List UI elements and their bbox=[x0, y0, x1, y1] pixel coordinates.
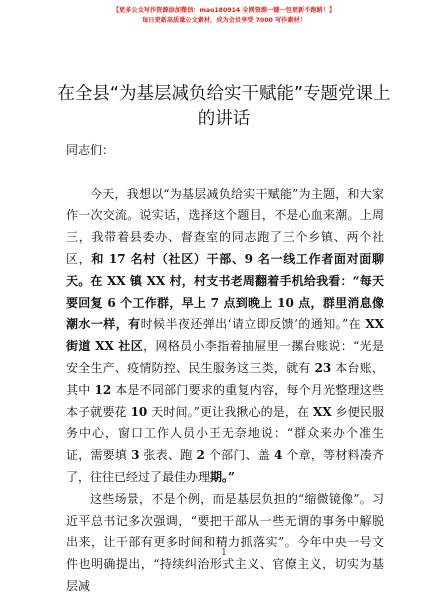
document-title-line-1: 在全县“为基层减负给实干赋能”专题党课上 bbox=[57, 84, 391, 104]
text-run: 2 bbox=[196, 448, 205, 463]
promo-banner bbox=[0, 6, 448, 26]
text-run: 乡便民服务中心，窗口工作人员小王无奈地说：“群众来办个准生证，需要填 bbox=[66, 404, 384, 463]
text-run: 时候半夜还弹出‘请立即反馈’的通知。”在 bbox=[140, 317, 366, 332]
text-run: 10 bbox=[130, 404, 148, 419]
text-run: 本是不同部门要求的重复内容，每个月光整理这些本子就要花 bbox=[66, 382, 384, 419]
salutation: 同志们： bbox=[66, 143, 115, 157]
text-run: 3 bbox=[131, 448, 140, 463]
text-run: 今天，我想以“为基层减负给实干赋能”为主题，和大家作一次交流。说实话，选择这个题目，不是心血来潮。上周三，我带着县委办、督查室的同志跑了三个乡镇、两个社区， bbox=[66, 186, 384, 266]
text-run: 本台账，其中 bbox=[66, 360, 384, 397]
promo-banner-line-2: 每日更新高质量公文素材，成为会员享受 7000 写作素材！ bbox=[142, 17, 306, 24]
paragraph-1 bbox=[66, 184, 384, 489]
document-body bbox=[66, 140, 384, 598]
text-run: 12 bbox=[94, 382, 112, 397]
promo-banner-line-1: 【更多公文写作资源添加微信：mao180914 全网资源一键一包更新不跑路！】 bbox=[112, 7, 336, 14]
page-number: 1 bbox=[221, 548, 227, 558]
document-title bbox=[40, 82, 408, 132]
text-run: 和 17 名村（社区）干部、9 名一线工作者面对面聊天。在 XX 镇 XX 村，村支书老周翻着手机给我看：“每天要回复 6 个工作群，早上 7 点到晚上 10 点，群里消息像潮水一样，有 bbox=[66, 251, 384, 332]
paragraph-2 bbox=[66, 489, 384, 598]
text-run: 张表、跑 bbox=[139, 448, 197, 463]
text-run: XX 街道 XX 社区 bbox=[66, 317, 384, 354]
text-run: 23 bbox=[314, 360, 332, 375]
text-run: 个章，等材料凑齐了，往往已经过了最佳办理 bbox=[66, 448, 384, 484]
text-run: ，网格员小李指着抽屉里一摞台账说：“光是安全生产、疫情防控、民生服务这三类，就有 bbox=[66, 339, 384, 375]
document-title-line-2: 的讲话 bbox=[197, 109, 251, 129]
text-run: 个部门、盖 bbox=[204, 448, 275, 463]
text-run: 天时间。”更让我揪心的是，在 bbox=[147, 404, 314, 419]
text-run: 4 bbox=[274, 448, 283, 463]
text-run: 这些场景，不是个例，而是基层负担的“缩微镜像”。习近平总书记多次强调，“要把干部从一些无谓的事务中解脱出来，让干部有更多时间和精力抓落实”。今年中央一号文件也明确提出，“持续纠治形式主义、官僚主义，切实为基层减 bbox=[66, 491, 384, 593]
text-run: XX bbox=[313, 404, 332, 419]
text-run: 期。” bbox=[210, 469, 235, 484]
